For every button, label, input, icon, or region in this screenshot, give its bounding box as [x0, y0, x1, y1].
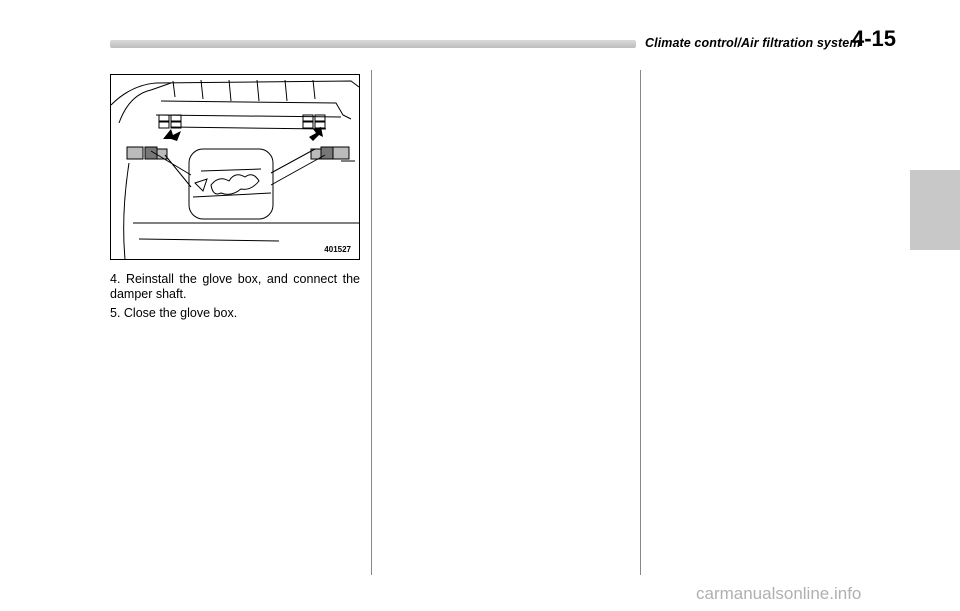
header-bar — [110, 40, 636, 48]
glove-box-drawing — [111, 75, 359, 259]
step-4-text: 4. Reinstall the glove box, and connect the damper shaft. — [110, 272, 360, 301]
column-divider-1 — [371, 70, 372, 575]
section-title: Climate control/Air filtration system — [645, 36, 861, 50]
page-number: 4-15 — [852, 26, 897, 51]
column-divider-2 — [640, 70, 641, 575]
glove-box-illustration — [110, 74, 360, 260]
figure-id: 401527 — [324, 245, 351, 254]
watermark[interactable]: carmanualsonline.info — [696, 584, 862, 603]
step-5-text: 5. Close the glove box. — [110, 306, 238, 320]
chapter-tab — [910, 170, 960, 250]
